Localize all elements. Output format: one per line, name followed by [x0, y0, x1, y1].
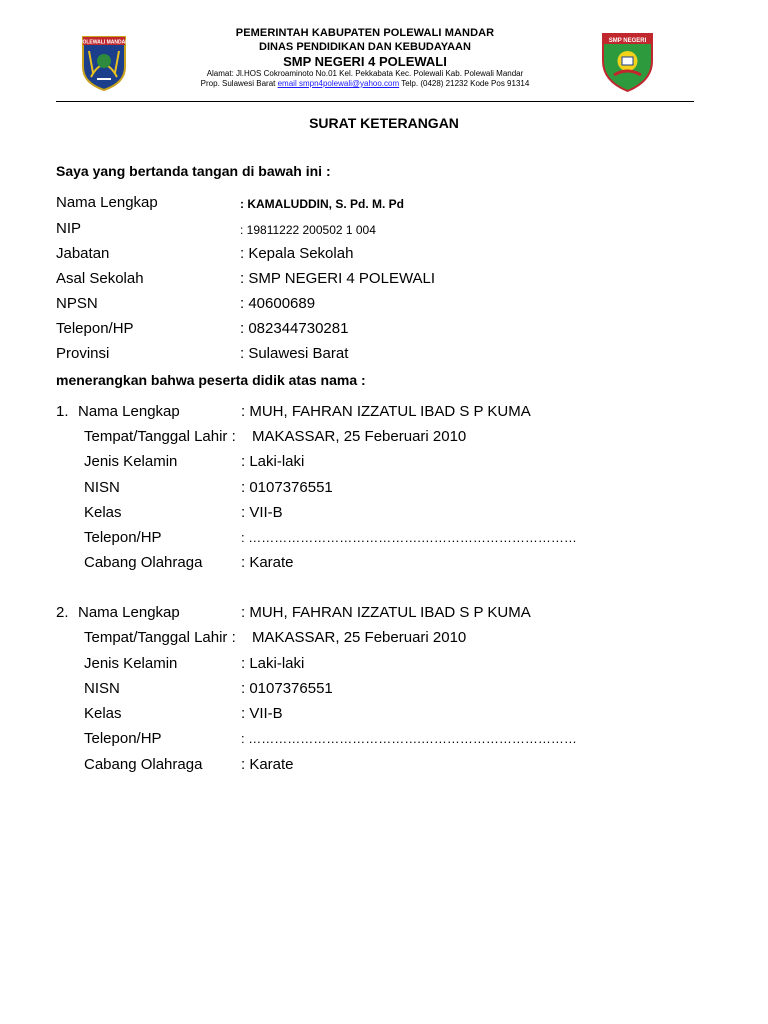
field-value: : ………………………………….………………………………: [241, 731, 577, 746]
field-value: : ………………………………….………………………………: [241, 530, 577, 545]
field-label: Kelas: [84, 705, 122, 722]
header-school-name: SMP NEGERI 4 POLEWALI: [283, 54, 447, 69]
field-label: NIP: [56, 220, 82, 237]
field-label: NISN: [84, 479, 120, 496]
field-value: : MUH, FAHRAN IZZATUL IBAD S P KUMA: [241, 403, 531, 420]
header-contact-line: [130, 79, 600, 88]
contact-suffix: Telp. (0428) 21232 Kode Pos 91314: [399, 79, 530, 88]
field-label: Nama Lengkap: [78, 604, 180, 621]
field-value: : MUH, FAHRAN IZZATUL IBAD S P KUMA: [241, 604, 531, 621]
smp-negeri-emblem-logo: [600, 31, 655, 92]
field-value: : 082344730281: [240, 320, 349, 337]
field-value: : VII-B: [241, 705, 283, 722]
field-label: NISN: [84, 680, 120, 697]
field-label: Telepon/HP: [56, 320, 134, 337]
field-label: Cabang Olahraga: [84, 756, 203, 773]
header-department-line: DINAS PENDIDIKAN DAN KEBUDAYAAN: [259, 41, 471, 53]
field-value: : Sulawesi Barat: [240, 345, 349, 362]
email-link[interactable]: email smpn4polewali@yahoo.com: [277, 79, 400, 88]
field-value: : Laki-laki: [241, 655, 305, 672]
emblem-text: SMP NEGERI: [608, 38, 647, 44]
contact-prefix: Prop. Sulawesi Barat: [200, 79, 278, 88]
closing-statement: menerangkan bahwa peserta didik atas nama :: [56, 372, 366, 388]
field-value: : 40600689: [240, 295, 316, 312]
field-value: : 19811222 200502 1 004: [240, 223, 376, 237]
field-label: Tempat/Tanggal Lahir :: [84, 428, 236, 445]
field-label: Cabang Olahraga: [84, 554, 203, 571]
field-value: : Kepala Sekolah: [240, 245, 354, 262]
header-address-line: Alamat: Jl.HOS Cokroaminoto No.01 Kel. Pekkabata Kec. Polewali Kab. Polewali Mandar: [206, 69, 524, 78]
field-label: Tempat/Tanggal Lahir :: [84, 629, 236, 646]
field-value: MAKASSAR, 25 Feberuari 2010: [252, 428, 467, 445]
field-value: : VII-B: [241, 504, 283, 521]
field-value: : 0107376551: [241, 479, 333, 496]
field-value: MAKASSAR, 25 Feberuari 2010: [252, 629, 467, 646]
field-value: : Karate: [241, 554, 294, 571]
field-label: Jenis Kelamin: [84, 655, 178, 672]
field-value: : Karate: [241, 756, 294, 773]
intro-statement: Saya yang bertanda tangan di bawah ini :: [56, 163, 331, 179]
field-value: : Laki-laki: [241, 453, 305, 470]
header-government-line: PEMERINTAH KABUPATEN POLEWALI MANDAR: [235, 27, 495, 39]
document-title: SURAT KETERANGAN: [309, 115, 459, 131]
field-label: Nama Lengkap: [56, 194, 158, 211]
field-label: NPSN: [56, 295, 98, 312]
field-label: Asal Sekolah: [56, 270, 144, 287]
field-label: Telepon/HP: [84, 529, 162, 546]
field-value: : 0107376551: [241, 680, 333, 697]
student-number: 2.: [56, 604, 69, 621]
field-label: Provinsi: [56, 345, 110, 362]
student-number: 1.: [56, 403, 69, 420]
field-label: Nama Lengkap: [78, 403, 180, 420]
header-divider: [56, 101, 694, 102]
field-label: Telepon/HP: [84, 730, 162, 747]
field-label: Jabatan: [56, 245, 110, 262]
polewali-mandar-crest-logo: [79, 33, 129, 91]
field-value: : KAMALUDDIN, S. Pd. M. Pd: [240, 197, 404, 211]
field-label: Jenis Kelamin: [84, 453, 178, 470]
crest-text: POLEWALI MANDAR: [79, 39, 129, 46]
field-label: Kelas: [84, 504, 122, 521]
field-value: : SMP NEGERI 4 POLEWALI: [240, 270, 436, 287]
